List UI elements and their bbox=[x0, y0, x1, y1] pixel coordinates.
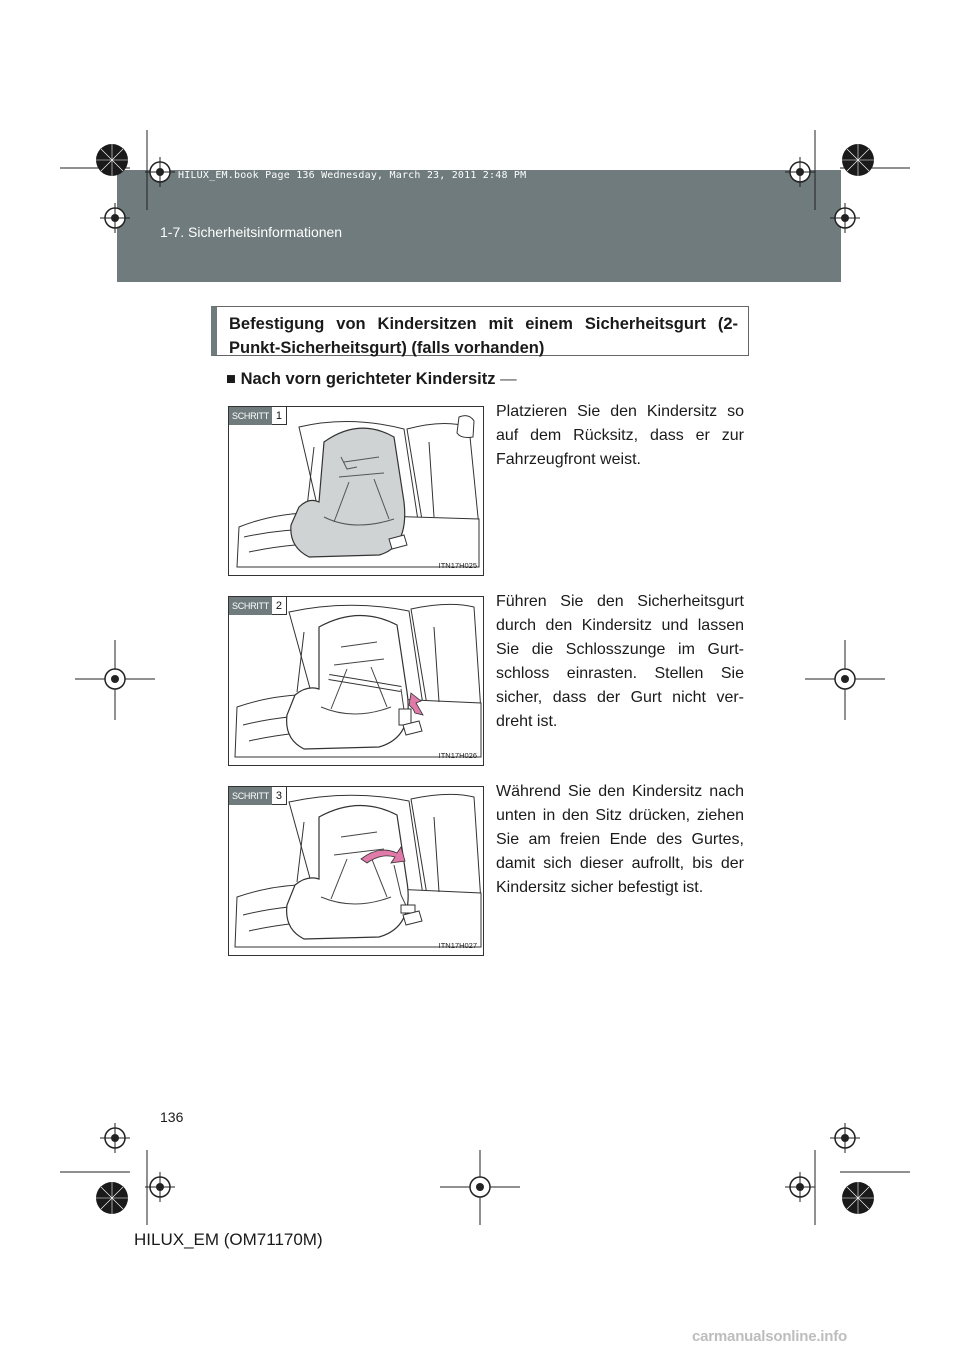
subheading-dash: — bbox=[500, 370, 517, 388]
document-code: HILUX_EM (OM71170M) bbox=[134, 1230, 323, 1249]
page-number: 136 bbox=[160, 1109, 184, 1125]
section-title: 1-7. Sicherheitsinformationen bbox=[160, 224, 343, 240]
step-3-label: SCHRITT 3 bbox=[229, 787, 287, 805]
square-bullet-icon: ■ bbox=[226, 370, 236, 388]
figure-code: ITN17H025 bbox=[438, 561, 477, 570]
section-heading: Befestigung von Kindersitzen mit einem Sicherheitsgurt (2-Punkt-Sicherheitsgurt) (falls vorhanden) bbox=[211, 306, 749, 356]
watermark: carmanualsonline.info bbox=[692, 1328, 847, 1345]
figure-code: ITN17H026 bbox=[438, 751, 477, 760]
crosshair-icon bbox=[100, 157, 860, 1202]
step-1-label: SCHRITT 1 bbox=[229, 407, 287, 425]
figure-code: ITN17H027 bbox=[438, 941, 477, 950]
subheading-text: Nach vorn gerichteter Kindersitz bbox=[240, 370, 496, 388]
step-2-text: Führen Sie den Sicherheitsgurt durch den Kindersitz und lassen Sie die Schlosszunge im Gurt-schloss einrasten. Stellen Sie sicher, dass der Gurt nicht ver-dreht ist. bbox=[496, 593, 744, 730]
book-info-line: HILUX_EM.book Page 136 Wednesday, March 23, 2011 2:48 PM bbox=[178, 170, 527, 181]
step-3-text: Während Sie den Kindersitz nach unten in den Sitz drücken, ziehen Sie am freien Ende des Gurtes, damit sich dieser aufrollt, bis der Kindersitz sicher befestigt ist. bbox=[496, 783, 744, 896]
step-2-label: SCHRITT 2 bbox=[229, 597, 287, 615]
step-1-text: Platzieren Sie den Kindersitz so auf dem Rücksitz, dass er zur Fahrzeugfront weist. bbox=[496, 403, 744, 468]
starburst-icon bbox=[96, 144, 874, 1214]
